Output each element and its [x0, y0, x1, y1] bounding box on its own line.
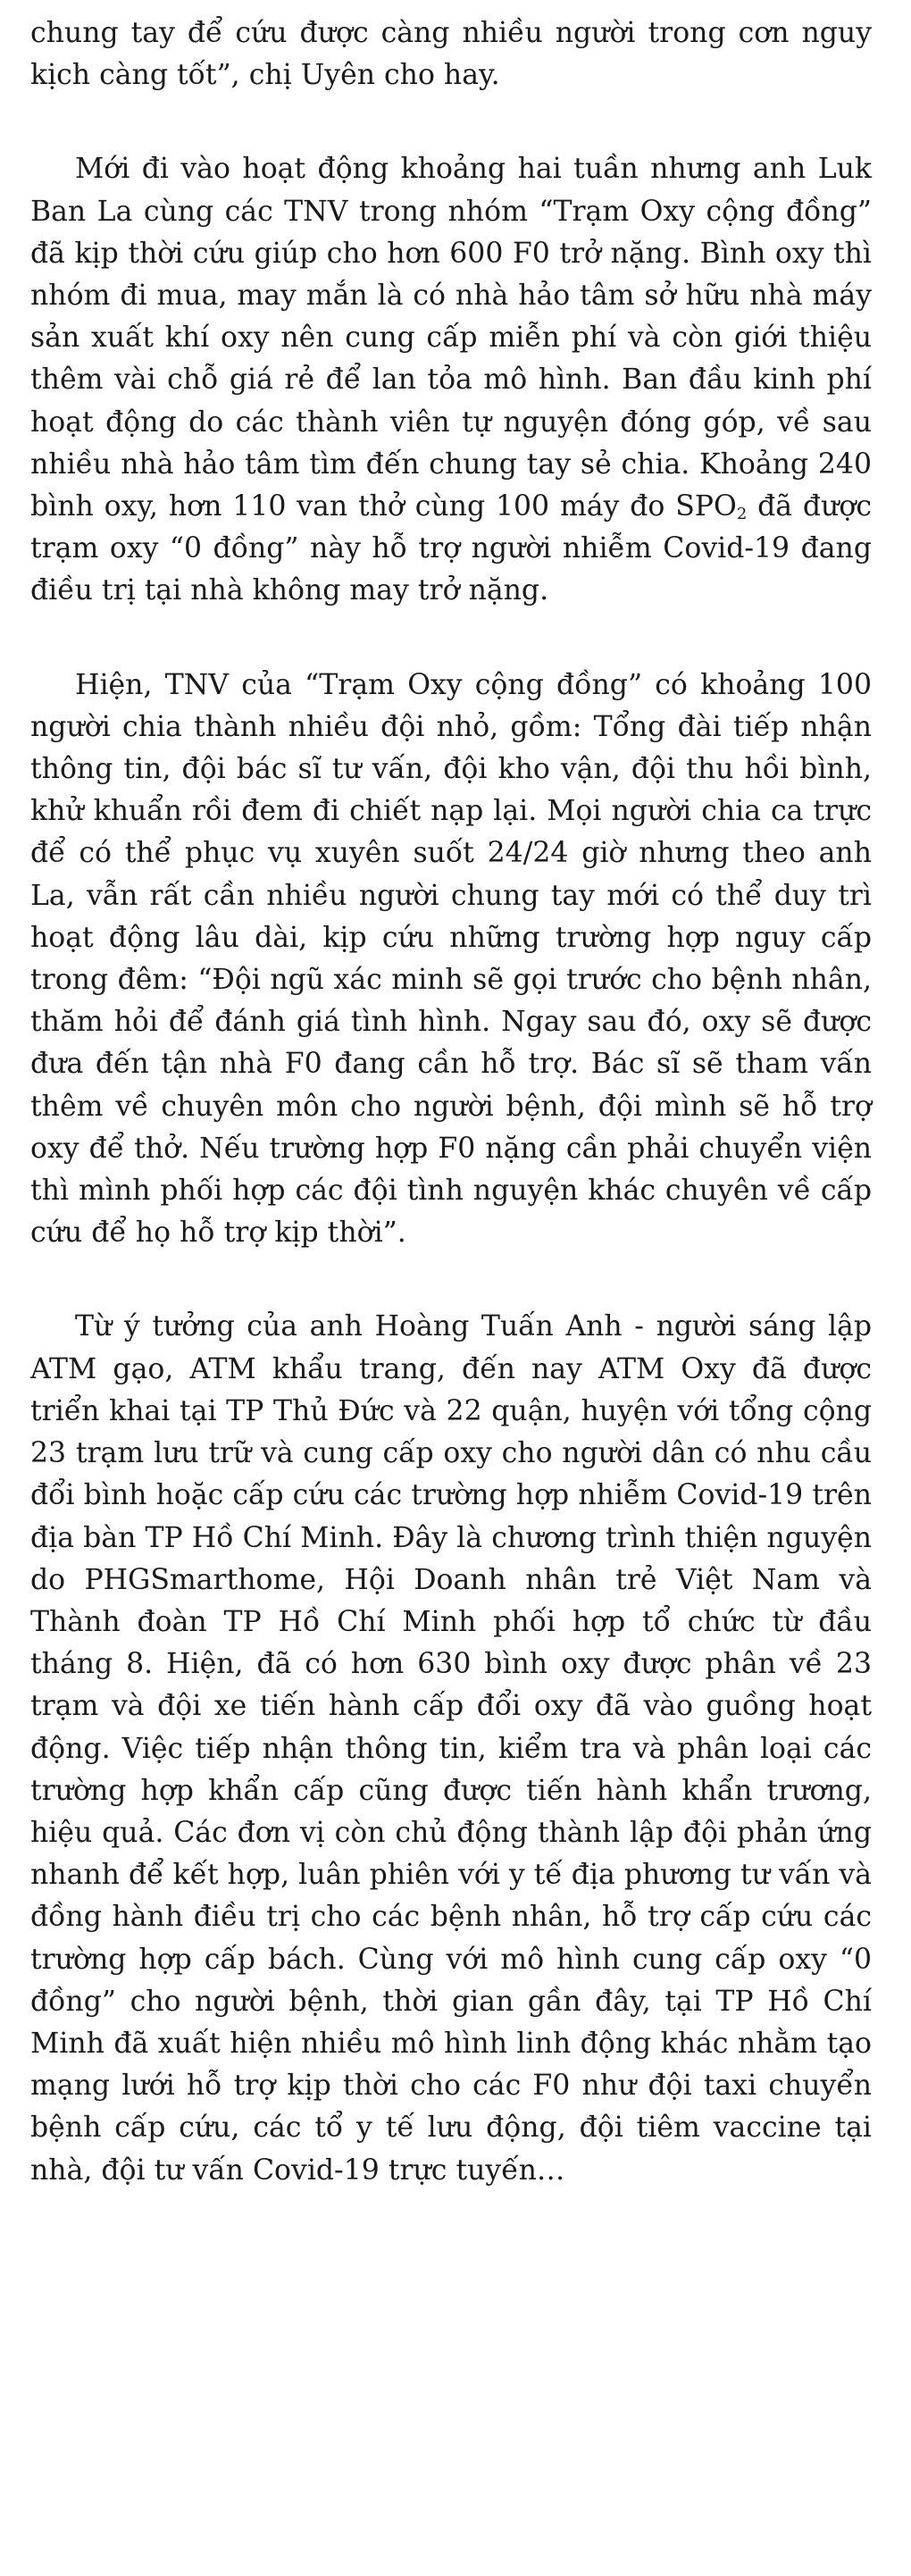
subscript-2: 2 [736, 505, 748, 524]
paragraph-continuation [30, 13, 872, 96]
paragraph-text: chung tay để cứu được càng nhiều người trong cơn nguy kịch càng tốt”, chị Uyên cho hay. [30, 17, 872, 92]
article-body [30, 13, 872, 2192]
paragraph-text: Từ ý tưởng của anh Hoàng Tuấn Anh - người sáng lập ATM gạo, ATM khẩu trang, đến nay ATM Oxy đã được triển khai tại TP Thủ Đức và 22 quận, huyện với tổng cộng 23 trạm lưu trữ và cung cấp oxy cho người dân có nhu cầu đổi bình hoặc cấp cứu các trường hợp nhiễm Covid-19 trên địa bàn TP Hồ Chí Minh. Đây là chương trình thiện nguyện do PHGSmarthome, Hội Doanh nhân trẻ Việt Nam và Thành đoàn TP Hồ Chí Minh phối hợp tổ chức từ đầu tháng 8. Hiện, đã có hơn 630 bình oxy được phân về 23 trạm và đội xe tiến hành cấp đổi oxy đã vào guồng hoạt động. Việc tiếp nhận thông tin, kiểm tra và phân loại các trường hợp khẩn cấp cũng được tiến hành khẩn trương, hiệu quả. Các đơn vị còn chủ động thành lập đội phản ứng nhanh để kết hợp, luân phiên với y tế địa phương tư vấn và đồng hành điều trị cho các bệnh nhân, hỗ trợ cấp cứu các trường hợp cấp bách. Cùng với mô hình cung cấp oxy “0 đồng” cho người bệnh, thời gian gần đây, tại TP Hồ Chí Minh đã xuất hiện nhiều mô hình linh động khác nhằm tạo mạng lưới hỗ trợ kịp thời cho các F0 như đội taxi chuyển bệnh cấp cứu, các tổ y tế lưu động, đội tiêm vaccine tại nhà, đội tư vấn Covid-19 trực tuyến… [30, 1310, 872, 2187]
paragraph-volunteer-teams [30, 665, 872, 1255]
paragraph-text: Mới đi vào hoạt động khoảng hai tuần nhưng anh Luk Ban La cùng các TNV trong nhóm “Trạm Oxy cộng đồng” đã kịp thời cứu giúp cho hơn 600 F0 trở nặng. Bình oxy thì nhóm đi mua, may mắn là có nhà hảo tâm sở hữu nhà máy sản xuất khí oxy nên cung cấp miễn phí và còn giới thiệu thêm vài chỗ giá rẻ để lan tỏa mô hình. Ban đầu kinh phí hoạt động do các thành viên tự nguyện đóng góp, về sau nhiều nhà hảo tâm tìm đến chung tay sẻ chia. Khoảng 240 bình oxy, hơn 110 van thở cùng 100 máy đo SPO [30, 153, 872, 523]
paragraph-text: Hiện, TNV của “Trạm Oxy cộng đồng” có khoảng 100 người chia thành nhiều đội nhỏ, gồm: Tổng đài tiếp nhận thông tin, đội bác sĩ tư vấn, đội kho vận, đội thu hồi bình, khử khuẩn rồi đem đi chiết nạp lại. Mọi người chia ca trực để có thể phục vụ xuyên suốt 24/24 giờ nhưng theo anh La, vẫn rất cần nhiều người chung tay mới có thể duy trì hoạt động lâu dài, kịp cứu những trường hợp nguy cấp trong đêm: “Đội ngũ xác minh sẽ gọi trước cho bệnh nhân, thăm hỏi để đánh giá tình hình. Ngay sau đó, oxy sẽ được đưa đến tận nhà F0 đang cần hỗ trợ. Bác sĩ sẽ tham vấn thêm về chuyên môn cho người bệnh, đội mình sẽ hỗ trợ oxy để thở. Nếu trường hợp F0 nặng cần phải chuyển viện thì mình phối hợp các đội tình nguyện khác chuyên về cấp cứu để họ hỗ trợ kịp thời”. [30, 668, 872, 1250]
paragraph-atm-oxy [30, 1306, 872, 2191]
paragraph-text-after: đã được trạm oxy “0 đồng” này hỗ trợ người nhiễm Covid-19 đang điều trị tại nhà không may trở nặng. [30, 490, 872, 607]
paragraph-oxy-station-intro [30, 148, 872, 612]
